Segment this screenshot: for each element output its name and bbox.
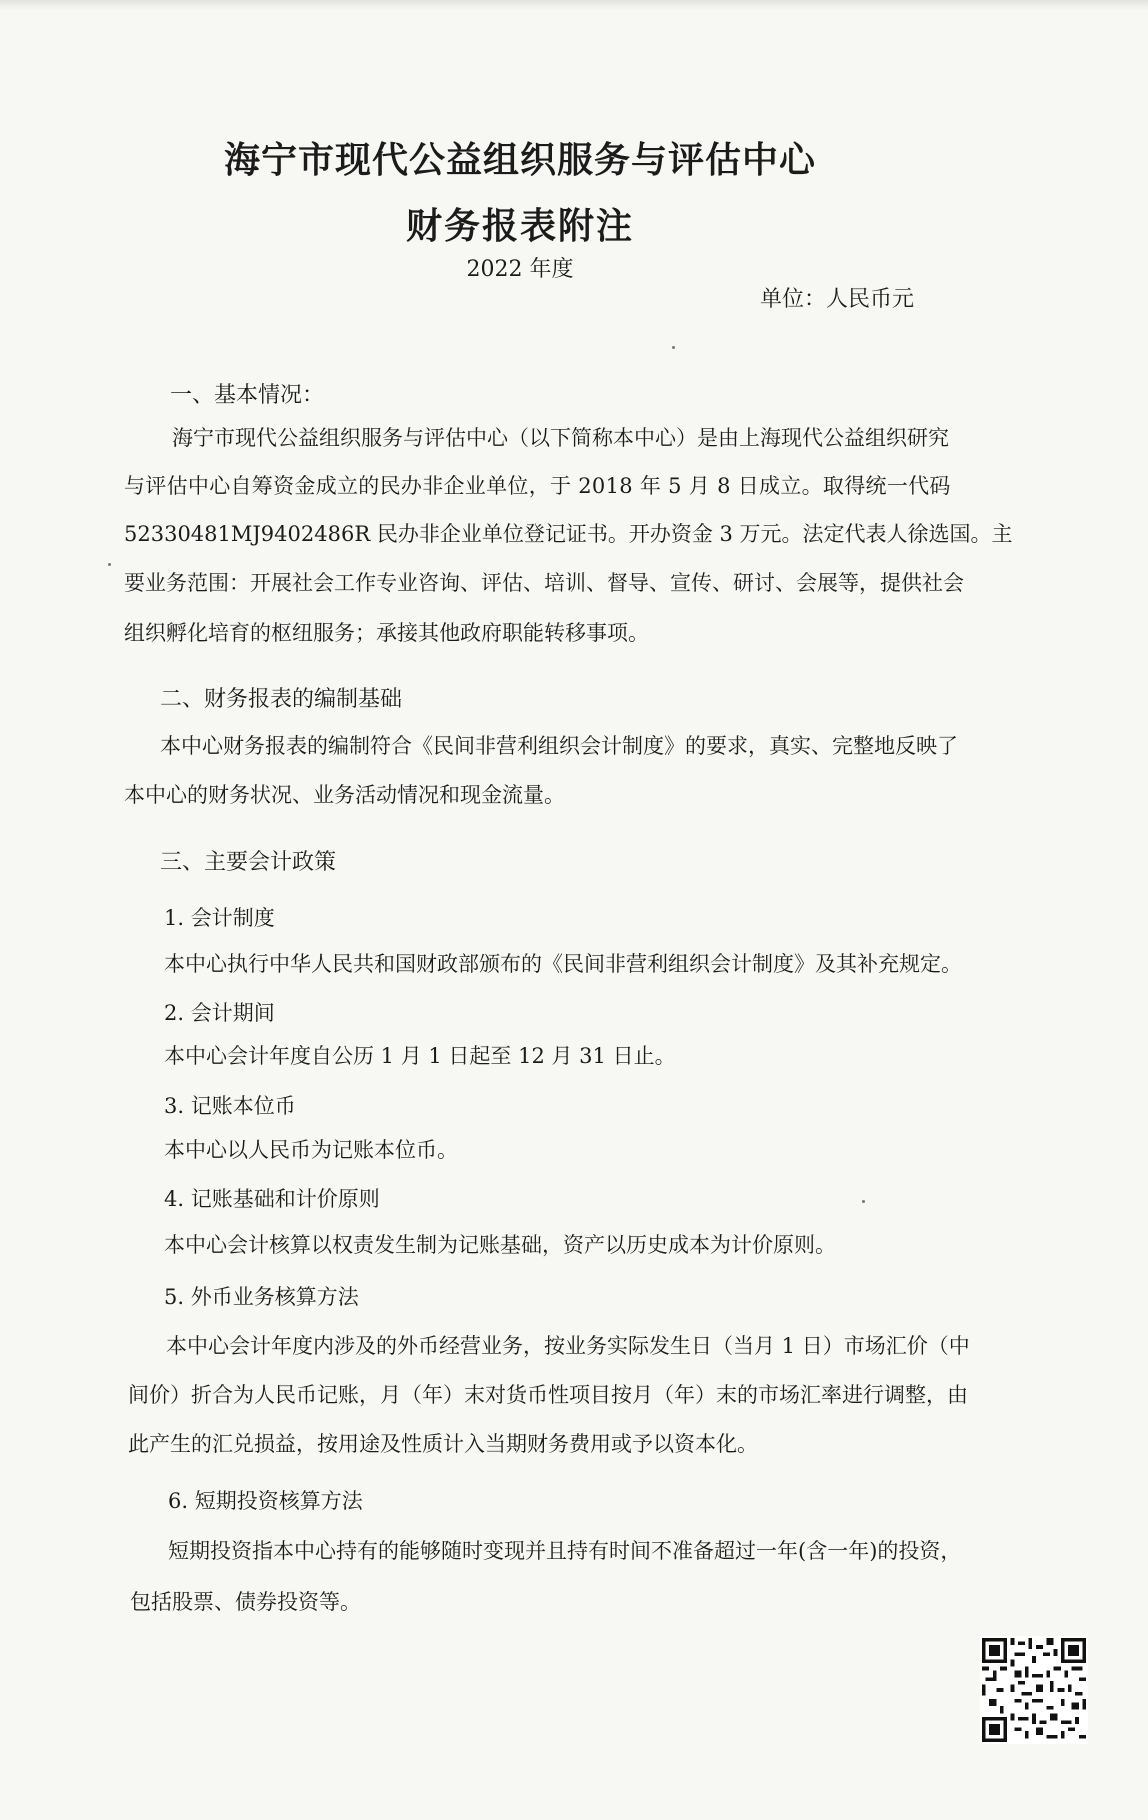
policy-item-title: 3. 记账本位币 [164,1094,296,1118]
scan-edge [0,0,1148,10]
policy-item-title: 4. 记账基础和计价原则 [164,1187,380,1211]
policy-item-text: 此产生的汇兑损益，按用途及性质计入当期财务费用或予以资本化。 [128,1432,758,1456]
section-1-line: 与评估中心自筹资金成立的民办非企业单位，于 2018 年 5 月 8 日成立。取得统一代码 [124,474,951,498]
qr-code-icon [980,1636,1088,1744]
report-year: 2022 年度 [466,257,574,282]
scan-speck [862,1200,865,1203]
section-2-line: 本中心的财务状况、业务活动情况和现金流量。 [124,783,565,807]
section-2-line: 本中心财务报表的编制符合《民间非营利组织会计制度》的要求，真实、完整地反映了 [160,734,958,758]
policy-item-title: 1. 会计制度 [164,906,275,930]
policy-item-text: 本中心会计核算以权责发生制为记账基础，资产以历史成本为计价原则。 [164,1233,836,1257]
section-2-heading: 二、财务报表的编制基础 [160,687,403,712]
section-1-heading: 一、基本情况： [170,383,325,408]
scan-speck [108,563,111,566]
policy-item-text: 本中心会计年度内涉及的外币经营业务，按业务实际发生日（当月 1 日）市场汇价（中 [166,1334,970,1358]
policy-item-text: 本中心会计年度自公历 1 月 1 日起至 12 月 31 日止。 [164,1044,676,1068]
policy-item-title: 6. 短期投资核算方法 [168,1489,363,1513]
policy-item-title: 5. 外币业务核算方法 [164,1285,359,1309]
section-3-heading: 三、主要会计政策 [160,850,337,875]
section-1-line: 海宁市现代公益组织服务与评估中心（以下简称本中心）是由上海现代公益组织研究 [172,426,949,450]
policy-item-text: 间价）折合为人民币记账，月（年）末对货币性项目按月（年）末的市场汇率进行调整，由 [128,1383,968,1407]
policy-item-title: 2. 会计期间 [164,1001,275,1025]
section-1-line: 要业务范围：开展社会工作专业咨询、评估、培训、督导、宣传、研讨、会展等，提供社会 [124,571,964,595]
document-subtitle: 财务报表附注 [405,205,634,247]
section-1-line: 组织孵化培育的枢纽服务；承接其他政府职能转移事项。 [124,621,649,645]
scan-speck [672,346,675,349]
section-1-line: 52330481MJ9402486R 民办非企业单位登记证书。开办资金 3 万元。法定代表人徐选国。主 [124,522,1013,546]
policy-item-text: 本中心以人民币为记账本位币。 [164,1138,458,1162]
policy-item-text: 本中心执行中华人民共和国财政部颁布的《民间非营利组织会计制度》及其补充规定。 [164,952,962,976]
policy-item-text: 包括股票、债券投资等。 [130,1590,361,1614]
policy-item-text: 短期投资指本中心持有的能够随时变现并且持有时间不准备超过一年(含一年)的投资， [168,1539,962,1563]
currency-unit: 单位：人民币元 [760,287,915,312]
document-title: 海宁市现代公益组织服务与评估中心 [223,139,816,181]
